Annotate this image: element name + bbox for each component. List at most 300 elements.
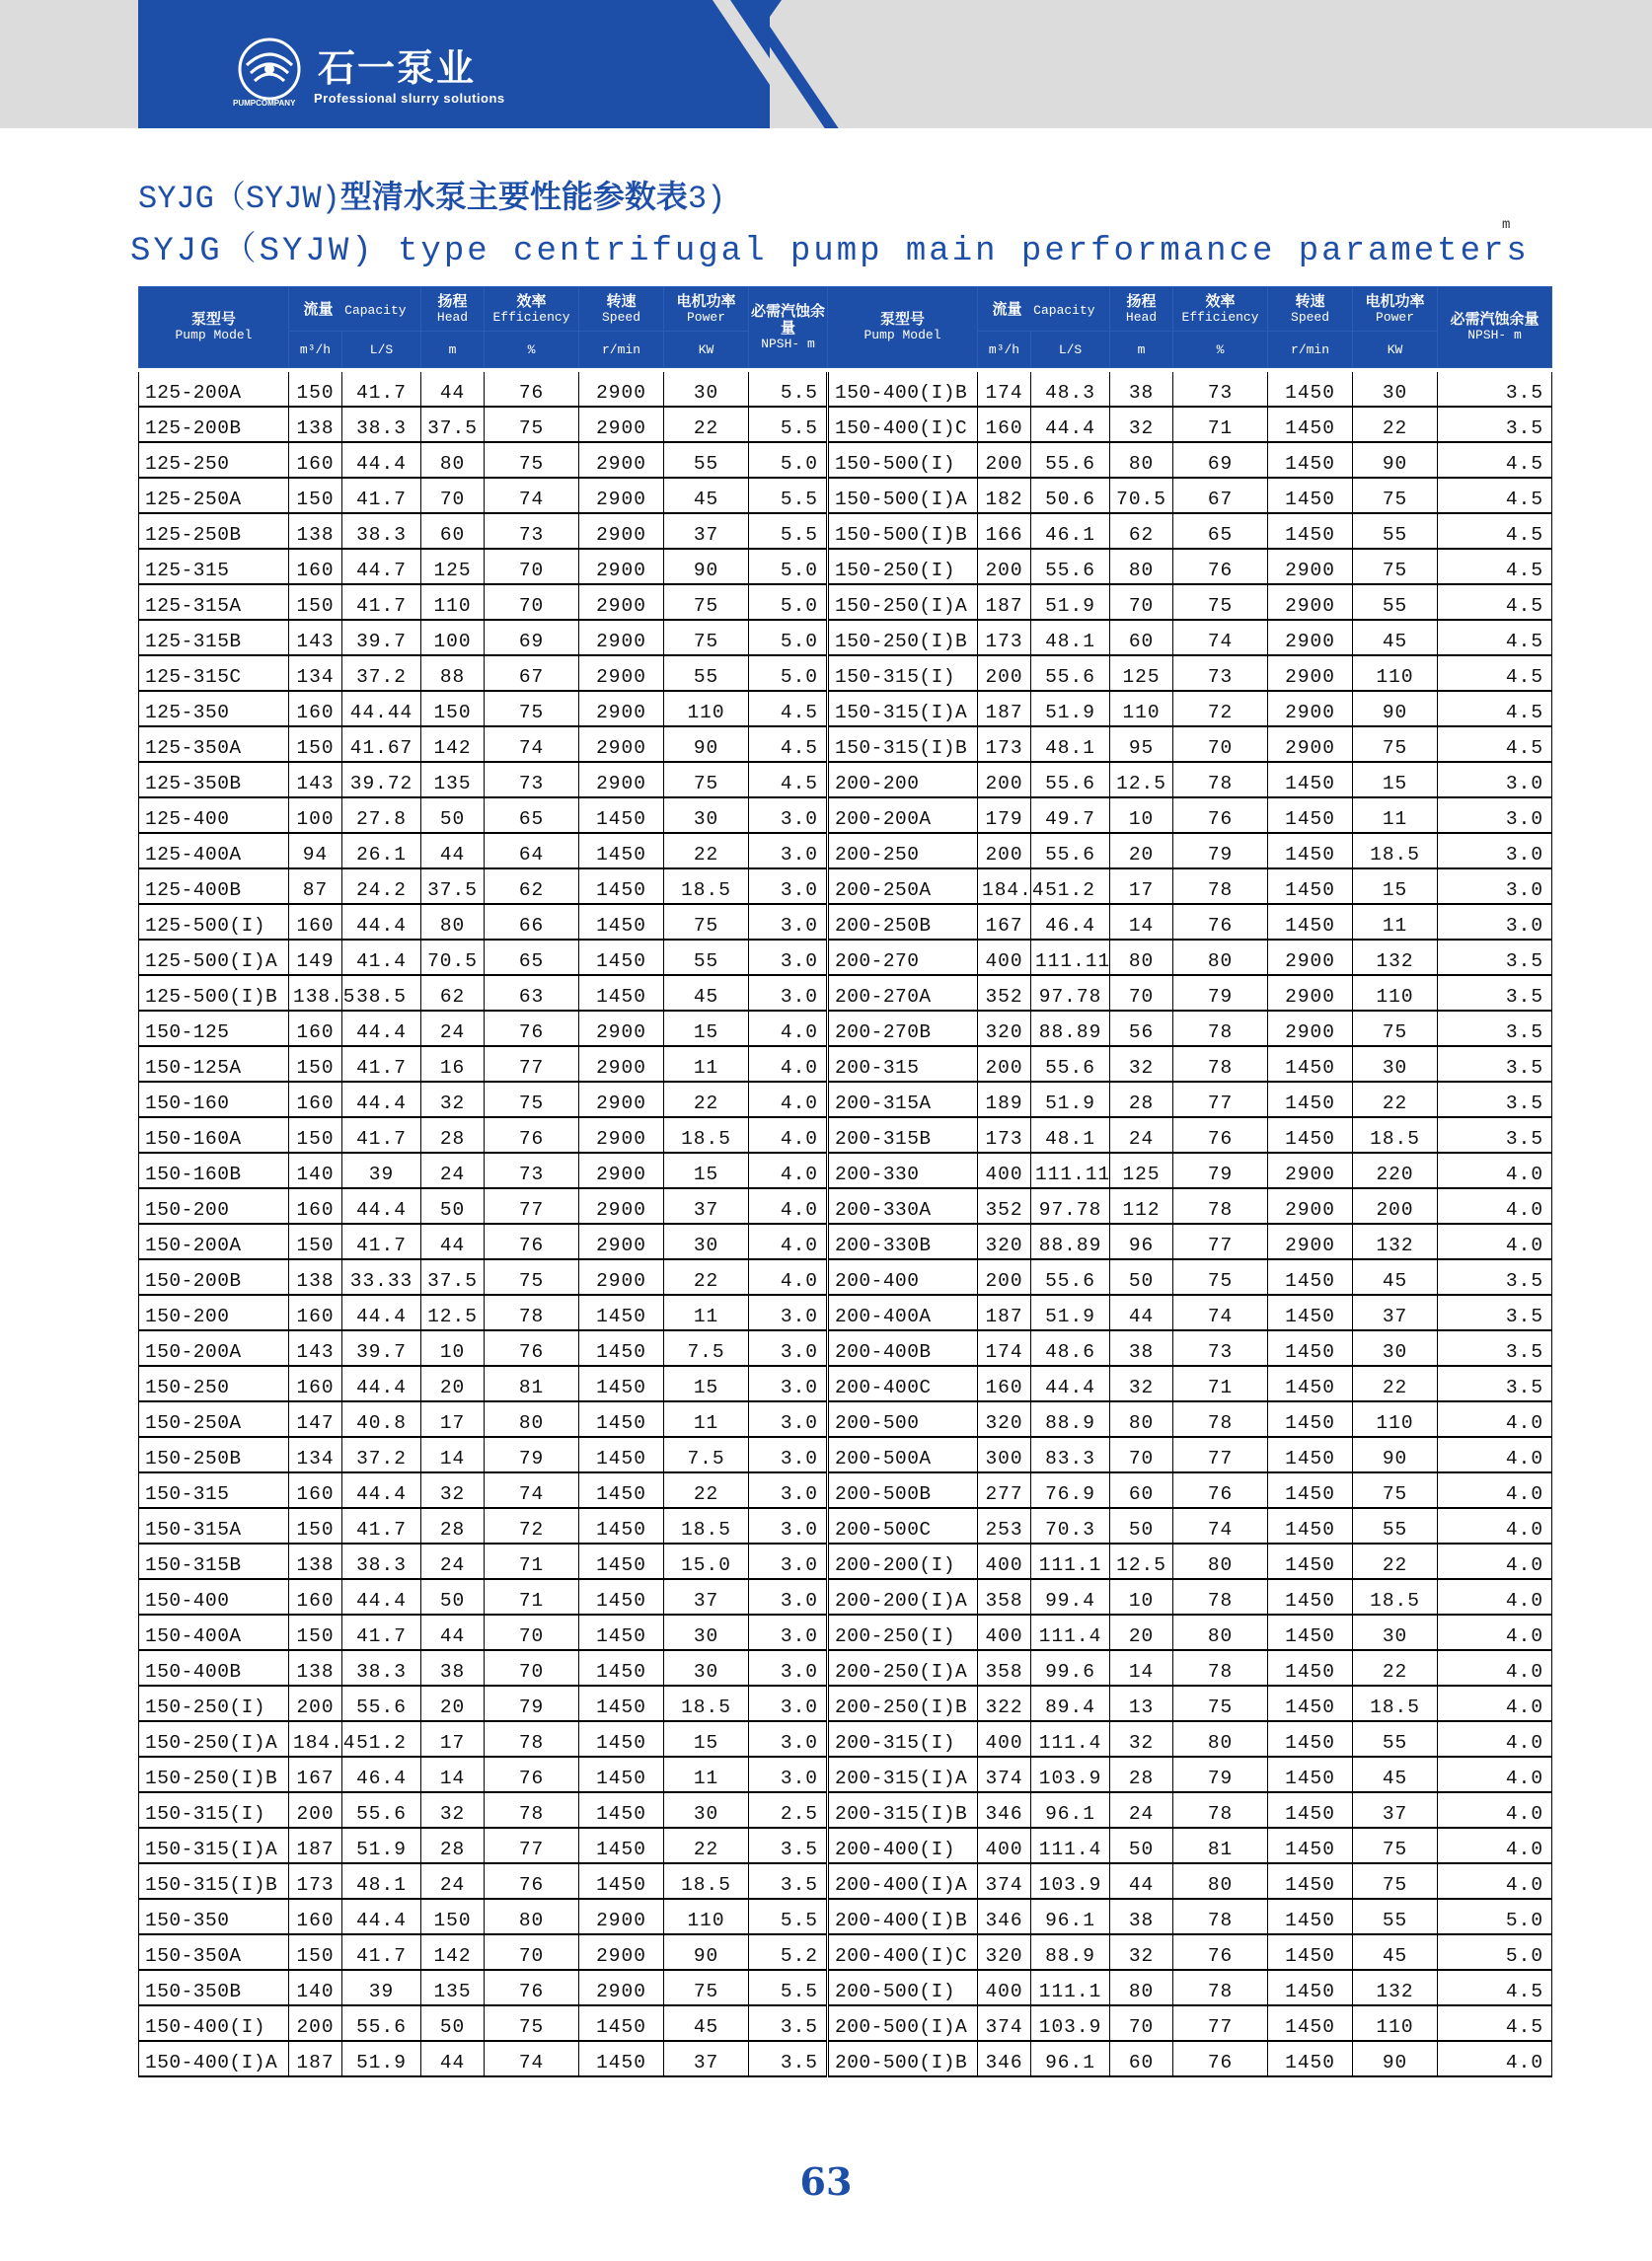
value-cell: 4.5 (1438, 620, 1552, 655)
value-cell: 18.5 (1353, 833, 1438, 868)
value-cell: 65 (485, 940, 579, 975)
value-cell: 46.4 (342, 1757, 421, 1792)
model-cell: 200-200 (828, 762, 978, 797)
value-cell: 80 (421, 442, 485, 478)
value-cell: 70 (1110, 584, 1173, 620)
model-cell: 150-400A (139, 1615, 289, 1650)
value-cell: 67 (485, 655, 579, 691)
header-flow-unit-ls-right: L/S (1031, 332, 1110, 368)
header-power-right: 电机功率 Power (1353, 287, 1438, 332)
value-cell: 90 (664, 1934, 749, 1970)
value-cell: 4.0 (749, 1046, 828, 1082)
table-row (139, 1082, 1552, 1117)
table-row (139, 442, 1552, 478)
value-cell: 45 (664, 2005, 749, 2041)
value-cell: 55.6 (1031, 442, 1110, 478)
value-cell: 77 (485, 1188, 579, 1224)
value-cell: 81 (1173, 1828, 1268, 1863)
value-cell: 187 (289, 2041, 342, 2076)
value-cell: 75 (1353, 1472, 1438, 1508)
value-cell: 110 (664, 1899, 749, 1934)
value-cell: 76 (1173, 2041, 1268, 2076)
table-row (139, 1792, 1552, 1828)
value-cell: 30 (1353, 372, 1438, 407)
value-cell: 44.4 (342, 1579, 421, 1615)
value-cell: 80 (485, 1401, 579, 1437)
value-cell: 2900 (1268, 1153, 1353, 1188)
value-cell: 4.5 (1438, 1970, 1552, 2005)
value-cell: 55 (664, 442, 749, 478)
value-cell: 1450 (1268, 797, 1353, 833)
value-cell: 15 (664, 1366, 749, 1401)
value-cell: 88.9 (1031, 1934, 1110, 1970)
value-cell: 88.89 (1031, 1224, 1110, 1259)
value-cell: 1450 (1268, 2005, 1353, 2041)
model-cell: 150-500(I)B (828, 513, 978, 549)
header-speed-unit: r/min (579, 332, 664, 368)
model-cell: 150-250(I) (139, 1686, 289, 1721)
value-cell: 75 (1353, 1011, 1438, 1046)
value-cell: 50 (1110, 1828, 1173, 1863)
model-cell: 150-200A (139, 1330, 289, 1366)
model-cell: 200-500(I)B (828, 2041, 978, 2076)
value-cell: 88 (421, 655, 485, 691)
value-cell: 24 (421, 1863, 485, 1899)
value-cell: 135 (421, 762, 485, 797)
value-cell: 4.0 (1438, 2041, 1552, 2076)
value-cell: 100 (421, 620, 485, 655)
value-cell: 150 (289, 1508, 342, 1544)
value-cell: 44 (421, 372, 485, 407)
header-power-unit-right: KW (1353, 332, 1438, 368)
value-cell: 110 (664, 691, 749, 726)
value-cell: 24 (421, 1544, 485, 1579)
model-cell: 200-400A (828, 1295, 978, 1330)
value-cell: 56 (1110, 1011, 1173, 1046)
value-cell: 51.2 (342, 1721, 421, 1757)
table-row (139, 1330, 1552, 1366)
header-model-right: 泵型号 Pump Model (828, 287, 978, 368)
value-cell: 3.0 (749, 1686, 828, 1721)
value-cell: 78 (485, 1721, 579, 1757)
value-cell: 76 (1173, 797, 1268, 833)
value-cell: 1450 (1268, 1259, 1353, 1295)
value-cell: 71 (485, 1544, 579, 1579)
model-cell: 150-125A (139, 1046, 289, 1082)
model-cell: 200-400(I)B (828, 1899, 978, 1934)
value-cell: 30 (664, 797, 749, 833)
value-cell: 5.5 (749, 478, 828, 513)
model-cell: 200-250(I) (828, 1615, 978, 1650)
value-cell: 1450 (579, 1472, 664, 1508)
table-row (139, 1899, 1552, 1934)
title-cn-suffix: 3) (687, 181, 726, 217)
header-flow: 流量 Capacity (289, 287, 421, 332)
value-cell: 60 (1110, 1472, 1173, 1508)
value-cell: 38.3 (342, 407, 421, 442)
value-cell: 150 (421, 1899, 485, 1934)
value-cell: 18.5 (664, 1117, 749, 1153)
value-cell: 4.5 (1438, 584, 1552, 620)
value-cell: 2900 (579, 584, 664, 620)
value-cell: 103.9 (1031, 1757, 1110, 1792)
value-cell: 4.0 (1438, 1472, 1552, 1508)
table-row (139, 1650, 1552, 1686)
value-cell: 187 (289, 1828, 342, 1863)
value-cell: 97.78 (1031, 1188, 1110, 1224)
value-cell: 73 (1173, 655, 1268, 691)
value-cell: 18.5 (664, 868, 749, 904)
value-cell: 80 (1110, 1970, 1173, 2005)
value-cell: 5.0 (749, 549, 828, 584)
value-cell: 3.0 (749, 1401, 828, 1437)
value-cell: 143 (289, 620, 342, 655)
model-cell: 150-200 (139, 1188, 289, 1224)
value-cell: 1450 (579, 1544, 664, 1579)
value-cell: 4.0 (1438, 1615, 1552, 1650)
value-cell: 80 (1173, 940, 1268, 975)
value-cell: 1450 (1268, 1472, 1353, 1508)
value-cell: 33.33 (342, 1259, 421, 1295)
value-cell: 174 (978, 1330, 1031, 1366)
value-cell: 125 (1110, 655, 1173, 691)
value-cell: 150 (289, 726, 342, 762)
table-row (139, 620, 1552, 655)
value-cell: 20 (1110, 833, 1173, 868)
value-cell: 1450 (1268, 1970, 1353, 2005)
model-cell: 150-200A (139, 1224, 289, 1259)
value-cell: 50 (421, 1188, 485, 1224)
value-cell: 11 (1353, 904, 1438, 940)
value-cell: 4.0 (1438, 1686, 1552, 1721)
value-cell: 62 (1110, 513, 1173, 549)
value-cell: 4.5 (749, 691, 828, 726)
value-cell: 78 (1173, 1579, 1268, 1615)
performance-table (138, 286, 1552, 2077)
value-cell: 3.0 (749, 1757, 828, 1792)
value-cell: 2900 (579, 1153, 664, 1188)
value-cell: 79 (1173, 1757, 1268, 1792)
value-cell: 1450 (579, 1401, 664, 1437)
value-cell: 55 (1353, 513, 1438, 549)
value-cell: 55.6 (1031, 1259, 1110, 1295)
value-cell: 1450 (1268, 1934, 1353, 1970)
value-cell: 15 (1353, 762, 1438, 797)
value-cell: 70 (485, 584, 579, 620)
value-cell: 80 (1110, 1401, 1173, 1437)
value-cell: 76 (485, 1117, 579, 1153)
value-cell: 70.5 (1110, 478, 1173, 513)
value-cell: 50 (1110, 1508, 1173, 1544)
value-cell: 24 (1110, 1792, 1173, 1828)
header-power-unit: KW (664, 332, 749, 368)
model-cell: 125-400B (139, 868, 289, 904)
model-cell: 200-315(I)A (828, 1757, 978, 1792)
value-cell: 150 (421, 691, 485, 726)
model-cell: 150-160 (139, 1082, 289, 1117)
value-cell: 22 (664, 407, 749, 442)
header-flow-unit-m3h: m³/h (289, 332, 342, 368)
model-cell: 125-315C (139, 655, 289, 691)
table-row (139, 1011, 1552, 1046)
value-cell: 4.0 (1438, 1792, 1552, 1828)
table-row (139, 2041, 1552, 2076)
value-cell: 150 (289, 372, 342, 407)
value-cell: 50.6 (1031, 478, 1110, 513)
value-cell: 44.4 (342, 1899, 421, 1934)
model-cell: 150-125 (139, 1011, 289, 1046)
value-cell: 55.6 (1031, 655, 1110, 691)
value-cell: 39.7 (342, 1330, 421, 1366)
value-cell: 125 (1110, 1153, 1173, 1188)
value-cell: 75 (485, 1259, 579, 1295)
value-cell: 70 (485, 549, 579, 584)
value-cell: 184.4 (289, 1721, 342, 1757)
value-cell: 44.4 (342, 1295, 421, 1330)
table-row (139, 726, 1552, 762)
value-cell: 75 (485, 1082, 579, 1117)
value-cell: 11 (1353, 797, 1438, 833)
value-cell: 110 (1110, 691, 1173, 726)
value-cell: 30 (1353, 1615, 1438, 1650)
model-cell: 200-250 (828, 833, 978, 868)
value-cell: 4.0 (749, 1224, 828, 1259)
value-cell: 320 (978, 1401, 1031, 1437)
model-cell: 200-500B (828, 1472, 978, 1508)
value-cell: 2900 (579, 691, 664, 726)
value-cell: 1450 (1268, 1899, 1353, 1934)
value-cell: 78 (1173, 1650, 1268, 1686)
page-number: 63 (799, 2159, 853, 2204)
value-cell: 3.5 (749, 1828, 828, 1863)
value-cell: 160 (289, 691, 342, 726)
header-npsh-right: 必需汽蚀余量 NPSH- m (1438, 287, 1552, 368)
value-cell: 48.1 (342, 1863, 421, 1899)
value-cell: 28 (1110, 1757, 1173, 1792)
value-cell: 32 (1110, 1366, 1173, 1401)
value-cell: 4.0 (749, 1259, 828, 1295)
value-cell: 1450 (579, 904, 664, 940)
value-cell: 26.1 (342, 833, 421, 868)
value-cell: 3.5 (749, 2005, 828, 2041)
model-cell: 200-315(I) (828, 1721, 978, 1757)
value-cell: 73 (485, 762, 579, 797)
model-cell: 150-250(I)A (828, 584, 978, 620)
value-cell: 200 (978, 655, 1031, 691)
value-cell: 73 (485, 1153, 579, 1188)
value-cell: 5.0 (749, 584, 828, 620)
value-cell: 30 (664, 1650, 749, 1686)
model-cell: 150-200B (139, 1259, 289, 1295)
value-cell: 5.0 (1438, 1899, 1552, 1934)
model-cell: 150-315(I)B (828, 726, 978, 762)
value-cell: 75 (485, 691, 579, 726)
value-cell: 79 (485, 1686, 579, 1721)
value-cell: 173 (978, 620, 1031, 655)
model-cell: 125-400A (139, 833, 289, 868)
value-cell: 96.1 (1031, 1792, 1110, 1828)
value-cell: 24.2 (342, 868, 421, 904)
value-cell: 112 (1110, 1188, 1173, 1224)
table-row (139, 1153, 1552, 1188)
value-cell: 76 (485, 1330, 579, 1366)
value-cell: 3.5 (1438, 1046, 1552, 1082)
value-cell: 2900 (579, 762, 664, 797)
value-cell: 3.5 (749, 2041, 828, 2076)
value-cell: 3.5 (1438, 1259, 1552, 1295)
value-cell: 39 (342, 1970, 421, 2005)
model-cell: 200-500A (828, 1437, 978, 1472)
value-cell: 65 (1173, 513, 1268, 549)
value-cell: 78 (1173, 868, 1268, 904)
value-cell: 1450 (579, 868, 664, 904)
value-cell: 3.0 (749, 797, 828, 833)
value-cell: 73 (1173, 372, 1268, 407)
value-cell: 3.5 (1438, 1330, 1552, 1366)
value-cell: 76 (1173, 1117, 1268, 1153)
value-cell: 125 (421, 549, 485, 584)
value-cell: 2900 (1268, 549, 1353, 584)
value-cell: 15 (664, 1153, 749, 1188)
value-cell: 2900 (1268, 1224, 1353, 1259)
value-cell: 3.0 (749, 1366, 828, 1401)
value-cell: 200 (289, 1686, 342, 1721)
value-cell: 75 (1173, 584, 1268, 620)
value-cell: 83.3 (1031, 1437, 1110, 1472)
value-cell: 3.5 (1438, 940, 1552, 975)
value-cell: 1450 (1268, 442, 1353, 478)
model-cell: 125-500(I) (139, 904, 289, 940)
value-cell: 179 (978, 797, 1031, 833)
value-cell: 50 (421, 1579, 485, 1615)
value-cell: 38.5 (342, 975, 421, 1011)
value-cell: 111.4 (1031, 1615, 1110, 1650)
header-head-unit-right: m (1110, 332, 1173, 368)
value-cell: 75 (485, 2005, 579, 2041)
value-cell: 67 (1173, 478, 1268, 513)
value-cell: 55 (1353, 1899, 1438, 1934)
value-cell: 70 (1110, 975, 1173, 1011)
model-cell: 150-400(I)B (828, 372, 978, 407)
value-cell: 48.1 (1031, 620, 1110, 655)
value-cell: 1450 (1268, 513, 1353, 549)
model-cell: 200-200(I)A (828, 1579, 978, 1615)
value-cell: 80 (1110, 549, 1173, 584)
value-cell: 70 (421, 478, 485, 513)
value-cell: 80 (1173, 1615, 1268, 1650)
value-cell: 4.0 (1438, 1544, 1552, 1579)
value-cell: 1450 (579, 1828, 664, 1863)
value-cell: 55 (1353, 1508, 1438, 1544)
value-cell: 75 (485, 407, 579, 442)
value-cell: 55 (1353, 584, 1438, 620)
header-head-right: 扬程 Head (1110, 287, 1173, 332)
value-cell: 320 (978, 1011, 1031, 1046)
value-cell: 77 (1173, 1437, 1268, 1472)
value-cell: 46.1 (1031, 513, 1110, 549)
performance-table-wrapper (138, 286, 1551, 2077)
value-cell: 2900 (1268, 584, 1353, 620)
value-cell: 12.5 (421, 1295, 485, 1330)
table-row (139, 1934, 1552, 1970)
value-cell: 70 (1173, 726, 1268, 762)
value-cell: 4.5 (1438, 513, 1552, 549)
value-cell: 78 (1173, 1401, 1268, 1437)
model-cell: 150-250 (139, 1366, 289, 1401)
value-cell: 44.4 (342, 1188, 421, 1224)
model-cell: 125-250A (139, 478, 289, 513)
value-cell: 75 (664, 620, 749, 655)
header-eff-unit: % (485, 332, 579, 368)
value-cell: 400 (978, 1828, 1031, 1863)
value-cell: 44.4 (1031, 1366, 1110, 1401)
value-cell: 44.4 (342, 904, 421, 940)
value-cell: 79 (1173, 833, 1268, 868)
value-cell: 138 (289, 1259, 342, 1295)
value-cell: 7.5 (664, 1330, 749, 1366)
model-cell: 150-250A (139, 1401, 289, 1437)
value-cell: 17 (421, 1721, 485, 1757)
value-cell: 174 (978, 372, 1031, 407)
value-cell: 38 (1110, 372, 1173, 407)
value-cell: 3.0 (1438, 904, 1552, 940)
value-cell: 14 (1110, 1650, 1173, 1686)
value-cell: 7.5 (664, 1437, 749, 1472)
model-cell: 150-400(I)C (828, 407, 978, 442)
value-cell: 5.0 (749, 442, 828, 478)
model-cell: 150-315B (139, 1544, 289, 1579)
value-cell: 60 (1110, 620, 1173, 655)
value-cell: 3.5 (1438, 407, 1552, 442)
value-cell: 55.6 (342, 1792, 421, 1828)
value-cell: 70 (1110, 1437, 1173, 1472)
brand-name: 石一泵业 (318, 45, 477, 90)
value-cell: 1450 (1268, 833, 1353, 868)
value-cell: 78 (1173, 762, 1268, 797)
value-cell: 2.5 (749, 1792, 828, 1828)
value-cell: 3.0 (749, 1615, 828, 1650)
value-cell: 320 (978, 1224, 1031, 1259)
value-cell: 97.78 (1031, 975, 1110, 1011)
value-cell: 62 (485, 868, 579, 904)
value-cell: 1450 (1268, 1508, 1353, 1544)
value-cell: 1450 (1268, 1082, 1353, 1117)
value-cell: 30 (664, 1615, 749, 1650)
model-cell: 200-250B (828, 904, 978, 940)
value-cell: 27.8 (342, 797, 421, 833)
value-cell: 4.0 (1438, 1650, 1552, 1686)
value-cell: 2900 (579, 549, 664, 584)
table-row (139, 1579, 1552, 1615)
value-cell: 5.5 (749, 407, 828, 442)
value-cell: 400 (978, 1970, 1031, 2005)
value-cell: 150 (289, 1224, 342, 1259)
model-cell: 200-400(I)A (828, 1863, 978, 1899)
value-cell: 96.1 (1031, 2041, 1110, 2076)
value-cell: 76 (485, 1863, 579, 1899)
value-cell: 38 (1110, 1899, 1173, 1934)
value-cell: 2900 (579, 1224, 664, 1259)
value-cell: 77 (485, 1828, 579, 1863)
value-cell: 90 (1353, 442, 1438, 478)
value-cell: 30 (1353, 1046, 1438, 1082)
value-cell: 160 (289, 1295, 342, 1330)
value-cell: 160 (289, 1899, 342, 1934)
value-cell: 37 (664, 513, 749, 549)
value-cell: 4.0 (1438, 1224, 1552, 1259)
value-cell: 3.5 (1438, 1366, 1552, 1401)
value-cell: 200 (289, 2005, 342, 2041)
